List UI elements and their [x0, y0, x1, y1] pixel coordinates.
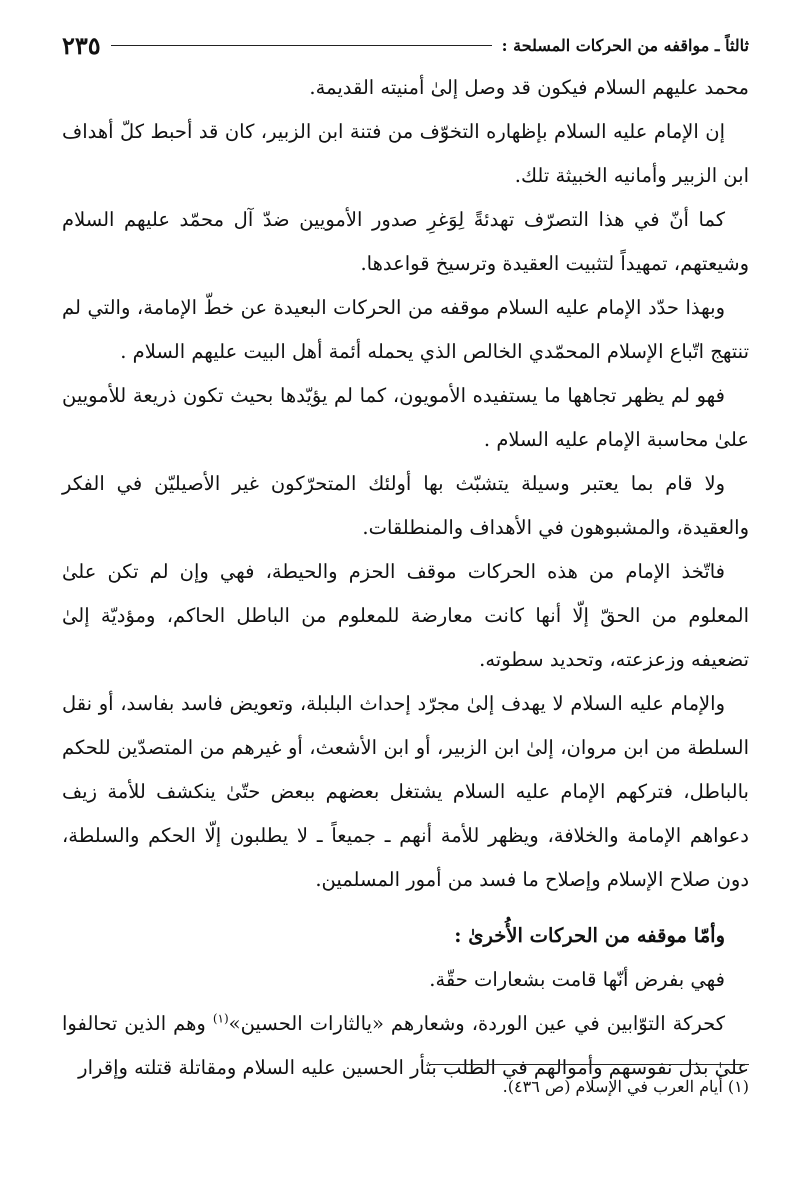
footnote-marker[interactable]: (١) [212, 1011, 229, 1026]
paragraph: وبهذا حدّد الإمام عليه السلام موقفه من الحركات البعيدة عن خطّ الإمامة، والتي لم تنتهج اتّباع الإسلام المحمّدي الخالص الذي يحمله أئمة أهل البيت عليهم السلام . [62, 296, 749, 363]
paragraph: محمد عليهم السلام فيكون قد وصل إلىٰ أمنيته القديمة. [309, 76, 749, 99]
paragraph-text: كحركة التوّابين في عين الوردة، وشعارهم «يالثارات الحسين» [228, 1012, 725, 1035]
paragraph-text: وهم الذين تحالفوا علىٰ بذل نفوسهم وأموالهم في الطلب بثأر الحسين عليه السلام ومقاتلة قتلته وإقرار [62, 1012, 749, 1079]
paragraph: فهي بفرض أنّها قامت بشعارات حقّة. [429, 968, 725, 991]
footnote-rule [429, 1064, 749, 1065]
page-number: ٢٣٥ [62, 30, 101, 60]
page-header [62, 28, 749, 62]
header-rule [111, 45, 492, 46]
section-subheading: وأمّا موقفه من الحركات الأُخرىٰ : [454, 924, 725, 947]
body-text [62, 66, 749, 1090]
paragraph: فاتّخذ الإمام من هذه الحركات موقف الحزم والحيطة، فهي وإن لم تكن علىٰ المعلوم من الحقّ إلّا أنها كانت معارضة للمعلوم من الباطل الحاكم، ومؤديّة إلىٰ تضعيفه وزعزعته، وتحديد سطوته. [62, 560, 749, 671]
running-title: ثالثاً ـ مواقفه من الحركات المسلحة : [501, 35, 749, 55]
paragraph: فهو لم يظهر تجاهها ما يستفيده الأمويون، كما لم يؤيّدها بحيث تكون ذريعة للأمويين علىٰ محاسبة الإمام عليه السلام . [62, 384, 749, 451]
paragraph: كما أنّ في هذا التصرّف تهدئةً لِوَغرِ صدور الأمويين ضدّ آل محمّد عليهم السلام وشيعتهم، تمهيداً لتثبيت العقيدة وترسيخ قواعدها. [62, 208, 749, 275]
footnote: (١) أيام العرب في الإسلام (ص ٤٣٦). [502, 1077, 749, 1096]
paragraph: والإمام عليه السلام لا يهدف إلىٰ مجرّد إحداث البلبلة، وتعويض فاسد بفاسد، أو نقل السلطة من ابن مروان، إلىٰ ابن الزبير، أو ابن الأشعث، أو غيرهم من المتصدّين للحكم بالباطل، فتركهم الإمام عليه السلام يشتغل بعضهم ببعض حتّىٰ ينكشف للأمة زيف دعواهم الإمامة والخلافة، ويظهر للأمة أنهم ـ جميعاً ـ لا يطلبون إلّا الحكم والسلطة، دون صلاح الإسلام وإصلاح ما فسد من أمور المسلمين. [62, 692, 749, 891]
paragraph: إن الإمام عليه السلام بإظهاره التخوّف من فتنة ابن الزبير، كان قد أحبط كلّ أهداف ابن الزبير وأمانيه الخبيثة تلك. [62, 120, 749, 187]
paragraph: ولا قام بما يعتبر وسيلة يتشبّث بها أولئك المتحرّكون غير الأصيليّن في الفكر والعقيدة، والمشبوهون في الأهداف والمنطلقات. [62, 472, 749, 539]
